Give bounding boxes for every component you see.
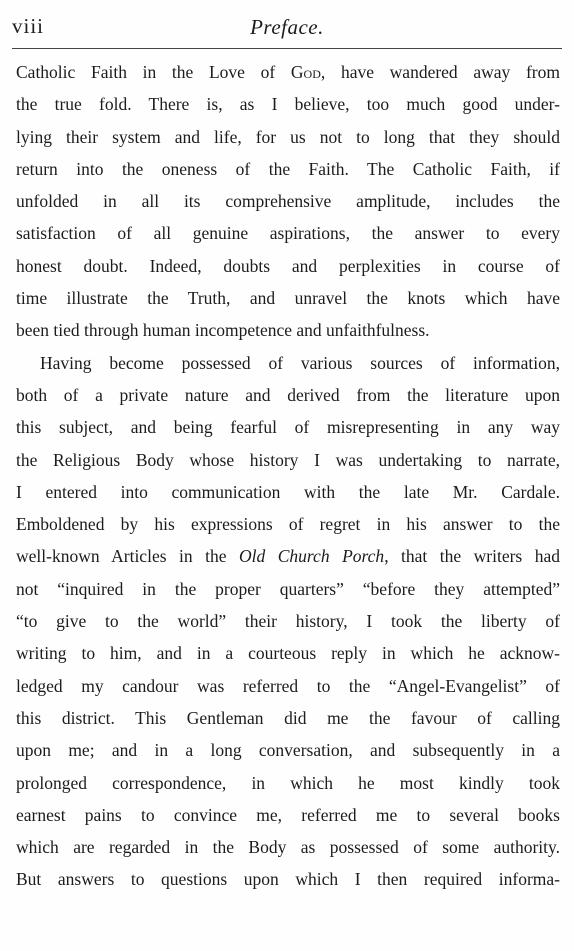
text-line	[16, 540, 560, 572]
text-line	[16, 411, 560, 443]
body-text	[16, 56, 560, 896]
text-line	[16, 831, 560, 863]
text-run: satisfaction of all genuine aspirations, the answer to every	[16, 223, 560, 244]
text-line	[16, 605, 560, 637]
text-line	[16, 702, 560, 734]
small-caps-run: God	[290, 62, 321, 82]
text-run: , that the writers had	[384, 546, 561, 567]
text-run: Catholic Faith in the Love of	[16, 62, 291, 82]
text-run: well-known Articles in the	[16, 546, 239, 567]
text-line	[16, 56, 560, 88]
text-line	[16, 863, 560, 895]
text-run: the Religious Body whose history I was undertaking to narrate,	[16, 449, 560, 470]
running-title: Preface.	[250, 15, 324, 39]
text-line	[16, 88, 560, 120]
text-line	[16, 508, 560, 540]
text-run: “to give to the world” their history, I took the liberty of	[16, 611, 560, 632]
text-run: earnest pains to convince me, referred me to several books	[16, 804, 560, 825]
text-run: prolonged correspondence, in which he most kindly took	[16, 772, 560, 793]
text-run: lying their system and life, for us not to long that they should	[16, 126, 560, 147]
text-run: honest doubt. Indeed, doubts and perplexities in course of	[16, 255, 560, 276]
text-run: writing to him, and in a courteous reply in which he acknow-	[16, 643, 560, 664]
page-header	[12, 14, 562, 44]
page-number: viii	[12, 14, 45, 38]
header-rule	[12, 48, 562, 49]
text-line	[16, 314, 560, 346]
text-line	[16, 282, 560, 314]
text-line	[16, 217, 560, 249]
text-line	[16, 121, 560, 153]
text-line	[16, 250, 560, 282]
text-line	[16, 444, 560, 476]
italic-title-run: Old Church Porch	[238, 546, 385, 567]
text-line	[16, 476, 560, 508]
text-run: Having become possessed of various sources of information,	[40, 352, 560, 373]
text-line	[16, 347, 560, 379]
text-run: Emboldened by his expressions of regret in his answer to the	[16, 514, 560, 535]
text-line	[16, 767, 560, 799]
text-run: time illustrate the Truth, and unravel the knots which have	[16, 288, 560, 309]
text-line	[16, 185, 560, 217]
text-run: ledged my candour was referred to the “Angel-Evangelist” of	[16, 675, 560, 696]
text-run: which are regarded in the Body as possessed of some authority.	[16, 837, 560, 858]
text-line	[16, 379, 560, 411]
text-run: not “inquired in the proper quarters” “before they attempted”	[16, 578, 560, 599]
text-line	[16, 637, 560, 669]
text-run: both of a private nature and derived from the literature upon	[16, 384, 560, 405]
text-line	[16, 670, 560, 702]
text-run: return into the oneness of the Faith. The Catholic Faith, if	[16, 158, 560, 179]
text-run: the true fold. There is, as I believe, too much good under-	[16, 94, 560, 115]
text-run: I entered into communication with the late Mr. Cardale.	[16, 481, 560, 502]
text-run: , have wandered away from	[320, 62, 560, 82]
text-run: upon me; and in a long conversation, and subsequently in a	[16, 740, 560, 761]
text-run: this district. This Gentleman did me the favour of calling	[16, 707, 560, 728]
text-line	[16, 799, 560, 831]
text-run: But answers to questions upon which I then required informa-	[16, 869, 560, 890]
text-line	[16, 573, 560, 605]
text-line	[16, 153, 560, 185]
text-run: unfolded in all its comprehensive amplitude, includes the	[16, 191, 560, 212]
text-run: this subject, and being fearful of misrepresenting in any way	[16, 417, 560, 438]
text-run: been tied through human incompetence and unfaithfulness.	[16, 320, 430, 341]
text-line	[16, 734, 560, 766]
